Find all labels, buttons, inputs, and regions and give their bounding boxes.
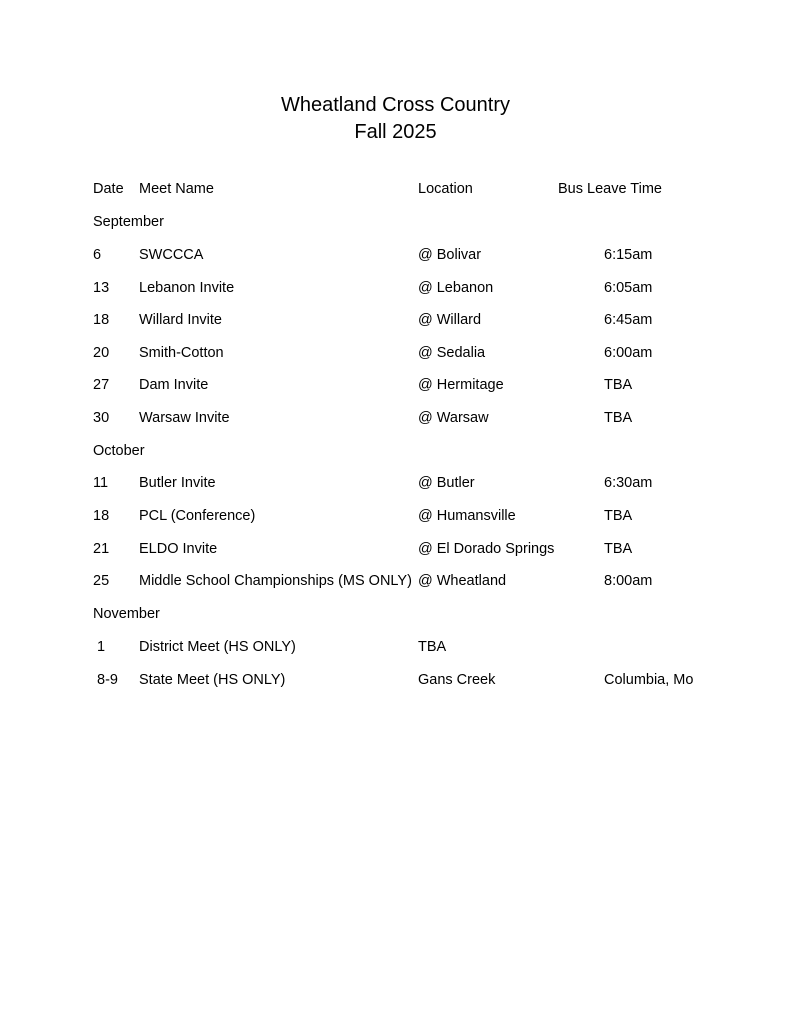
meet-name: Smith-Cotton xyxy=(139,345,224,361)
meet-location: @ Hermitage xyxy=(418,377,504,393)
meet-date: 18 xyxy=(93,312,110,328)
document-title: Wheatland Cross Country xyxy=(281,94,510,116)
meet-date: 6 xyxy=(93,247,102,263)
meet-name: Willard Invite xyxy=(139,312,222,328)
bus-time: 6:30am xyxy=(604,475,653,491)
meet-date: 1 xyxy=(97,639,106,655)
meet-date: 30 xyxy=(93,410,110,426)
header-meet-name: Meet Name xyxy=(139,181,214,197)
meet-location: TBA xyxy=(418,639,447,655)
meet-date: 8-9 xyxy=(97,672,118,688)
meet-date: 13 xyxy=(93,280,110,296)
meet-location: @ Willard xyxy=(418,312,482,328)
bus-time: TBA xyxy=(604,541,633,557)
meet-location: @ Wheatland xyxy=(418,573,507,589)
meet-name: District Meet (HS ONLY) xyxy=(139,639,296,655)
bus-time: TBA xyxy=(604,410,633,426)
header-date: Date xyxy=(93,181,124,197)
meet-date: 25 xyxy=(93,573,110,589)
meet-location: @ Humansville xyxy=(418,508,516,524)
meet-location: @ Warsaw xyxy=(418,410,489,426)
month-heading-october xyxy=(0,440,791,462)
table-row xyxy=(0,277,791,299)
meet-name: Lebanon Invite xyxy=(139,280,235,296)
meet-location: @ Butler xyxy=(418,475,475,491)
meet-date: 18 xyxy=(93,508,110,524)
meet-name: SWCCCA xyxy=(139,247,204,263)
meet-name: State Meet (HS ONLY) xyxy=(139,672,286,688)
bus-time: 6:05am xyxy=(604,280,653,296)
month-label: November xyxy=(93,606,160,622)
table-row xyxy=(0,309,791,331)
header-location: Location xyxy=(418,181,473,197)
bus-time: 8:00am xyxy=(604,573,653,589)
table-row xyxy=(0,538,791,560)
table-row xyxy=(0,374,791,396)
table-row xyxy=(0,244,791,266)
meet-name: ELDO Invite xyxy=(139,541,218,557)
bus-time: Columbia, Mo xyxy=(604,672,694,688)
table-row xyxy=(0,669,791,691)
meet-name: Dam Invite xyxy=(139,377,209,393)
meet-location: @ Lebanon xyxy=(418,280,494,296)
bus-time: 6:15am xyxy=(604,247,653,263)
table-row xyxy=(0,570,791,592)
meet-date: 20 xyxy=(93,345,110,361)
table-row xyxy=(0,342,791,364)
meet-date: 11 xyxy=(93,475,109,491)
table-row xyxy=(0,407,791,429)
bus-time: 6:45am xyxy=(604,312,653,328)
meet-location: Gans Creek xyxy=(418,672,496,688)
meet-location: @ El Dorado Springs xyxy=(418,541,555,557)
meet-location: @ Bolivar xyxy=(418,247,482,263)
meet-date: 27 xyxy=(93,377,110,393)
month-heading-november xyxy=(0,603,791,625)
month-label: October xyxy=(93,443,145,459)
bus-time: TBA xyxy=(604,377,633,393)
bus-time: TBA xyxy=(604,508,633,524)
table-row xyxy=(0,636,791,658)
meet-location: @ Sedalia xyxy=(418,345,486,361)
document-subtitle: Fall 2025 xyxy=(354,121,437,143)
bus-time: 6:00am xyxy=(604,345,653,361)
meet-date: 21 xyxy=(93,541,110,557)
table-row xyxy=(0,472,791,494)
meet-name: Butler Invite xyxy=(139,475,216,491)
table-row xyxy=(0,505,791,527)
column-header-row xyxy=(0,178,791,200)
header-bus-leave-time: Bus Leave Time xyxy=(558,181,662,197)
month-heading-september xyxy=(0,211,791,233)
meet-name: PCL (Conference) xyxy=(139,508,256,524)
month-label: September xyxy=(93,214,164,230)
meet-name: Middle School Championships (MS ONLY) xyxy=(139,573,412,589)
meet-name: Warsaw Invite xyxy=(139,410,230,426)
